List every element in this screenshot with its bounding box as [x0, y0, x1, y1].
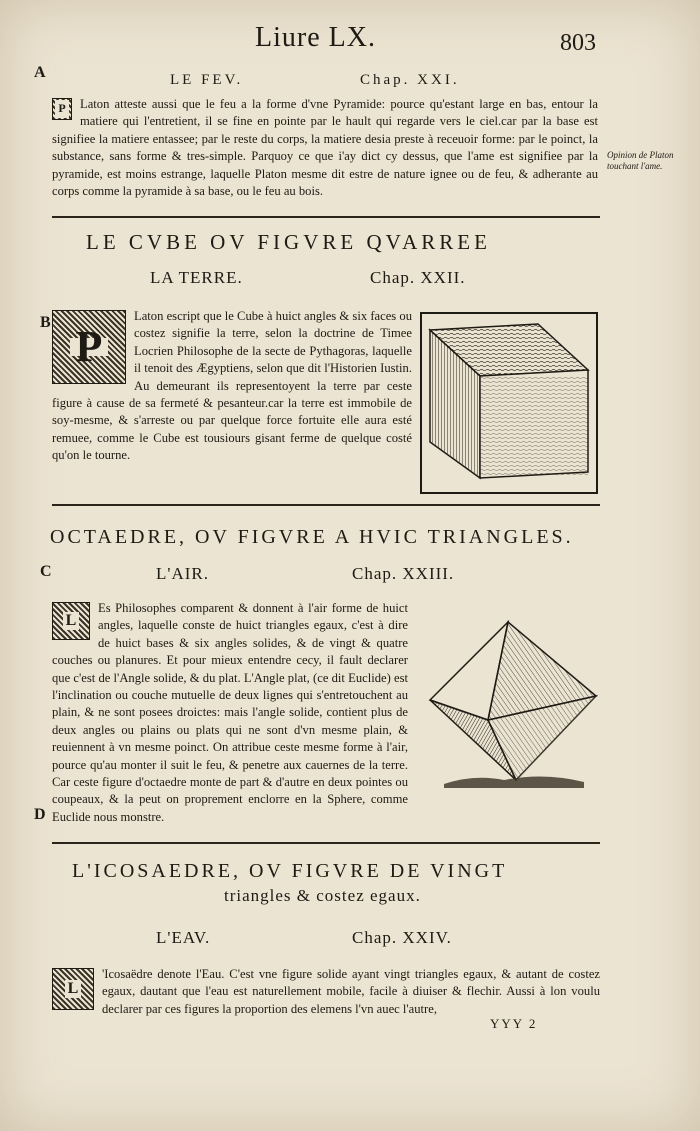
chapter-number-xxiv: Chap. XXIV. [352, 928, 452, 947]
chapter-number-xxiii: Chap. XXIII. [352, 564, 455, 583]
signature-mark: YYY 2 [490, 1016, 538, 1031]
divider-rule [52, 842, 600, 844]
section-subtitle-icosahedron: triangles & costez egaux. [224, 886, 421, 905]
chapter-heading-water: L'EAV. [156, 928, 211, 947]
paragraph-icosahedron [52, 966, 600, 1018]
margin-note-plato: Opinion de Platon touchant l'ame. [607, 150, 674, 171]
margin-letter-c: C [40, 563, 52, 580]
cube-woodcut-illustration [420, 312, 598, 494]
chapter-number-xxii: Chap. XXII. [370, 268, 466, 287]
running-header-title: Liure LX. [255, 22, 376, 53]
chapter-heading-earth: LA TERRE. [150, 268, 243, 287]
octahedron-woodcut-illustration [424, 616, 604, 792]
dropcap-p-ornamented: P [52, 310, 126, 384]
margin-letter-d: D [34, 806, 46, 823]
chapter-heading-air: L'AIR. [156, 564, 209, 583]
paragraph-cube [52, 308, 412, 465]
paragraph-fire [52, 96, 598, 200]
dropcap-l-ornamented: L [52, 602, 90, 640]
section-title-octahedron: OCTAEDRE, OV FIGVRE A HVIC TRIANGLES. [50, 526, 574, 548]
chapter-heading-fire: LE FEV. [170, 72, 244, 88]
paragraph-octahedron [52, 600, 408, 826]
paragraph-icosahedron-text: 'Icosaëdre denote l'Eau. C'est vne figure solide ayant vingt triangles egaux, & autant de costez egaux, dautant que l'eau est naturellement mobile, facile à diuiser & flechir. Aussi à lon voulu declarer par ces figures la proportion des elemens l'vn auec l'autre, [102, 967, 600, 1016]
section-title-icosahedron: L'ICOSAEDRE, OV FIGVRE DE VINGT [72, 860, 508, 882]
margin-letter-b: B [40, 314, 51, 331]
paragraph-octahedron-text: Es Philosophes comparent & donnent à l'air forme de huict angles, laquelle conste de huict triangles egaux, c'est à dire de huict bases & six angles solides, & de vingt & quatre couches ou planures. Et pour mieux entendre cecy, il fault declarer que c'est de l'Angle solide, & du plat. L'Angle plat, (ce dit Euclide) est l'inclination ou couche mutuelle de deux lignes qui s'entretouchent au plain, & ne sont posees droictes: mais l'angle solide, contient plus de deux angles ou plains ou plats qui ne sont d'vn mesme plain, & reuiennent à vn mesme poinct. On attribue ceste mesme forme à l'air, pource qu'au monter il suit le feu, & penetre aux cauernes de la terre. Car ceste figure d'octaedre monte de part & d'autre en deux pointes ou coupeaux, & la peut on proprement enclorre en la Sphere, comme Euclide nous monstre. [52, 601, 408, 824]
divider-rule [52, 216, 600, 218]
section-title-cube: LE CVBE OV FIGVRE QVARREE [86, 230, 491, 254]
dropcap-p-small: P [52, 98, 72, 120]
page-number: 803 [560, 30, 596, 56]
chapter-number-xxi: Chap. XXI. [360, 72, 460, 88]
paragraph-fire-text: Laton atteste aussi que le feu a la forme d'vne Pyramide: pource qu'estant large en bas, entour la matiere qui l'entretient, il se fine en pointe par le hault qui regarde vers le ciel.car par la base est signifiee la matiere entassee; par le reste du corps, la matiere desia preste à receuoir forme: par le poinct, la substance, sans forme & tres-simple. Parquoy ce que i'ay dict cy dessus, que l'ame est signifiee par la pyramide, est moins estrange, laquelle Platon mesme dit estre de nature ignee ou de feu, & adherante au corps comme la pyramide à sa base, ou le feu au bois. [52, 97, 598, 199]
divider-rule [52, 504, 600, 506]
dropcap-l-ornamented: L [52, 968, 94, 1010]
paragraph-cube-text: Laton escript que le Cube à huict angles & six faces ou costez signifie la terre, selon la doctrine de Timee Locrien Philosophe de la secte de Pythagoras, laquelle il tenoit des Ægyptiens, selon que dit l'Historien Iustin. Au demeurant ils representoyent la terre par ceste figure à cause de sa fermeté & pesanteur.car la terre est immobile de soy-mesme, & s'arreste ou par quelque force fortuite elle aura esté remuee, comme le Cube est tousiours gisant ferme de quelque costé qu'on le tourne. [52, 309, 412, 463]
margin-letter-a: A [34, 64, 46, 81]
